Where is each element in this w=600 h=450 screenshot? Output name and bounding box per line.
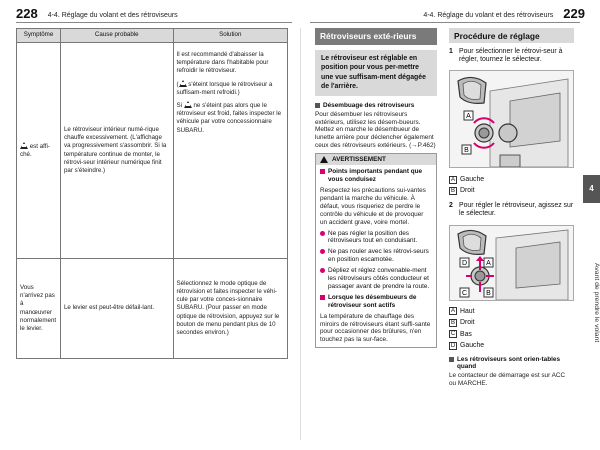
table-row bbox=[17, 259, 288, 359]
defog-body: Pour désembuer les rétroviseurs extérieurs, utilisez les désem-bueurs. Mettez en marche le désembueur de lunette arrière pour déclencher également ceux des rétroviseurs extérieurs. (→P.462) bbox=[315, 110, 436, 150]
svg-text:A: A bbox=[486, 259, 491, 267]
pink-square-icon bbox=[320, 169, 325, 174]
table-header-row bbox=[17, 29, 288, 43]
legend-key: D bbox=[450, 342, 456, 349]
pink-bullet-icon bbox=[320, 268, 325, 273]
note-heading bbox=[449, 356, 574, 370]
adjustment-procedure bbox=[449, 28, 574, 387]
legend-text: Gauche bbox=[460, 175, 485, 183]
legend-item bbox=[449, 340, 574, 352]
step-2 bbox=[449, 202, 574, 219]
mirror-adjust-illustration bbox=[449, 225, 574, 301]
legend-text: Droit bbox=[460, 187, 475, 195]
warning-triangle-icon bbox=[179, 80, 187, 87]
table-row bbox=[17, 43, 288, 259]
section-title: Rétroviseurs exté-rieurs bbox=[315, 28, 437, 45]
svg-text:B: B bbox=[464, 146, 469, 154]
cause-text: Le rétroviseur intérieur numé-rique chauffe excessivement. (L'affichage va progressivement s'assombrir. Si la température continue de monter, le rétrovi-seur intérieur numérique finit par s'éteindre.) bbox=[60, 43, 173, 259]
warning-body bbox=[316, 165, 436, 347]
legend-item bbox=[449, 185, 574, 197]
w1-bullet-3: Dépliez et réglez convenable-ment les rétroviseurs côtés conducteur et passager avant de prendre la route. bbox=[328, 267, 430, 290]
w2-title: Lorsque les désembueurs de rétroviseur sont actifs bbox=[328, 293, 417, 309]
warning-bullet bbox=[320, 267, 432, 291]
left-header-rule bbox=[16, 22, 292, 23]
pink-bullet-icon bbox=[320, 231, 325, 236]
svg-text:C: C bbox=[461, 289, 468, 297]
w1-bullet-2: Ne pas rouler avec les rétrovi-seurs en position escamotée. bbox=[328, 248, 429, 264]
warning-triangle-icon bbox=[20, 142, 28, 149]
legend-item bbox=[449, 329, 574, 341]
step-number: 1 bbox=[449, 48, 453, 55]
legend-text: Haut bbox=[460, 307, 475, 315]
chapter-tab-label: Avant de prendre le volant bbox=[593, 263, 600, 343]
w2-body: La température de chauffage des miroirs de rétroviseurs étant suffi-sante pour occasionner des brûlures, n'en touchez pas la sur-face. bbox=[320, 312, 431, 344]
step-number: 2 bbox=[449, 201, 453, 209]
page-gutter bbox=[300, 28, 301, 440]
procedure-title: Procédure de réglage bbox=[449, 28, 574, 43]
solution-cell bbox=[173, 43, 288, 259]
svg-text:D: D bbox=[461, 259, 468, 267]
cause-text: Le levier est peut-être défail-lant. bbox=[60, 259, 173, 359]
right-page-number: 229 bbox=[563, 6, 585, 21]
warning-box bbox=[315, 153, 437, 348]
mirror-selector-illustration bbox=[449, 70, 574, 168]
step-1 bbox=[449, 48, 574, 65]
column-header-cause: Cause probable bbox=[60, 29, 173, 43]
step-2-text: Pour régler le rétroviseur, agissez sur le sélecteur. bbox=[459, 201, 574, 218]
mirrors-section bbox=[315, 28, 437, 348]
legend-text: Gauche bbox=[460, 342, 485, 350]
legend-key: A bbox=[450, 176, 455, 183]
warning-header bbox=[316, 154, 436, 165]
legend-item bbox=[449, 306, 574, 318]
chapter-tab: 4 bbox=[583, 175, 600, 203]
solution-text-b: s'éteint lorsque le rétroviseur a suffisam-ment refroidi.) bbox=[176, 80, 273, 96]
warning-title: AVERTISSEMENT bbox=[332, 156, 386, 164]
mirror-adjust-svg bbox=[450, 226, 573, 300]
symptom-text: est affi-ché. bbox=[20, 142, 50, 158]
square-bullet-icon bbox=[315, 103, 320, 108]
solution-text: Sélectionnez le mode optique de rétrovision et faites inspecter le véhi-cule par votre conces-sionnaire SUBARU. (Pour passer en mode optique de rétrovision, appuyez sur le bouton de menu pendant plus de 10 secondes environ.) bbox=[173, 259, 288, 359]
legend-key: B bbox=[450, 319, 455, 326]
legend-key: C bbox=[450, 331, 456, 338]
legend-key: B bbox=[450, 188, 455, 195]
w1-title: Points importants pendant que vous conduisez bbox=[328, 168, 423, 184]
legend-key: A bbox=[450, 308, 455, 315]
left-page-number: 228 bbox=[16, 6, 38, 21]
warning-triangle-icon bbox=[320, 156, 328, 163]
warning-subtitle-1 bbox=[320, 168, 432, 184]
warning-subtitle-2 bbox=[320, 294, 432, 310]
right-page-header bbox=[303, 0, 585, 20]
defog-title: Désembuage des rétroviseurs bbox=[323, 101, 415, 109]
intro-callout: Le rétroviseur est réglable en position pour vous per-mettre une vue suffisam-ment dégagée de l'arrière. bbox=[315, 50, 437, 96]
left-chapter-title: 4-4. Réglage du volant et des rétroviseurs bbox=[47, 12, 178, 19]
step-1-text: Pour sélectionner le rétrovi-seur à régler, tournez le sélecteur. bbox=[459, 48, 563, 64]
w1-body: Respectez les précautions sui-vantes pendant la marche du véhicule. À défaut, vous risqueriez de perdre le contrôle du véhicule et de provoquer un accident grave, voire mortel. bbox=[320, 186, 426, 226]
solution-c-wrapper bbox=[177, 101, 285, 135]
legend-text: Droit bbox=[460, 319, 475, 327]
legend-item bbox=[449, 317, 574, 329]
warning-bullet bbox=[320, 230, 432, 246]
right-chapter-title: 4-4. Réglage du volant et des rétroviseurs bbox=[423, 12, 554, 19]
svg-text:B: B bbox=[486, 289, 491, 297]
legend-1 bbox=[449, 174, 574, 197]
right-header-rule bbox=[310, 22, 580, 23]
pink-bullet-icon bbox=[320, 249, 325, 254]
legend-2 bbox=[449, 306, 574, 352]
note-body: Le contacteur de démarrage est sur ACC ou MARCHE. bbox=[449, 371, 566, 387]
solution-text-c2: ne s'éteint pas alors que le rétroviseur est froid, faites inspecter le véhicule par votre concessionnaire SUBARU. bbox=[176, 102, 282, 134]
defog-heading bbox=[315, 102, 437, 109]
w1-bullet-1: Ne pas régler la position des rétroviseurs tout en conduisant. bbox=[328, 229, 418, 245]
column-header-solution: Solution bbox=[173, 29, 288, 43]
note-title: Les rétroviseurs sont orien-tables quand bbox=[457, 355, 560, 370]
square-bullet-icon bbox=[449, 357, 454, 362]
warning-bullet bbox=[320, 248, 432, 264]
pink-square-icon bbox=[320, 295, 325, 300]
solution-b-wrapper: ( s'éteint lorsque le rétroviseur a suffisam-ment refroidi.) bbox=[176, 80, 273, 96]
symptom-cell bbox=[17, 43, 61, 259]
mirror-selector-svg bbox=[450, 71, 573, 167]
warning-triangle-icon bbox=[184, 101, 192, 108]
left-page-header bbox=[16, 0, 296, 20]
legend-item bbox=[449, 174, 574, 186]
solution-text-a: Il est recommandé d'abaisser la température dans l'habitable pour refroidir le rétroviseur. bbox=[176, 51, 269, 75]
column-header-symptom: Symptôme bbox=[17, 29, 61, 43]
svg-text:A: A bbox=[466, 112, 471, 120]
solution-text-c1: Si bbox=[176, 102, 183, 110]
legend-text: Bas bbox=[460, 330, 472, 338]
symptom-text: Vous n'arrivez pas à manœuvrer normalement le levier. bbox=[17, 259, 61, 359]
troubleshooting-table bbox=[16, 28, 288, 359]
